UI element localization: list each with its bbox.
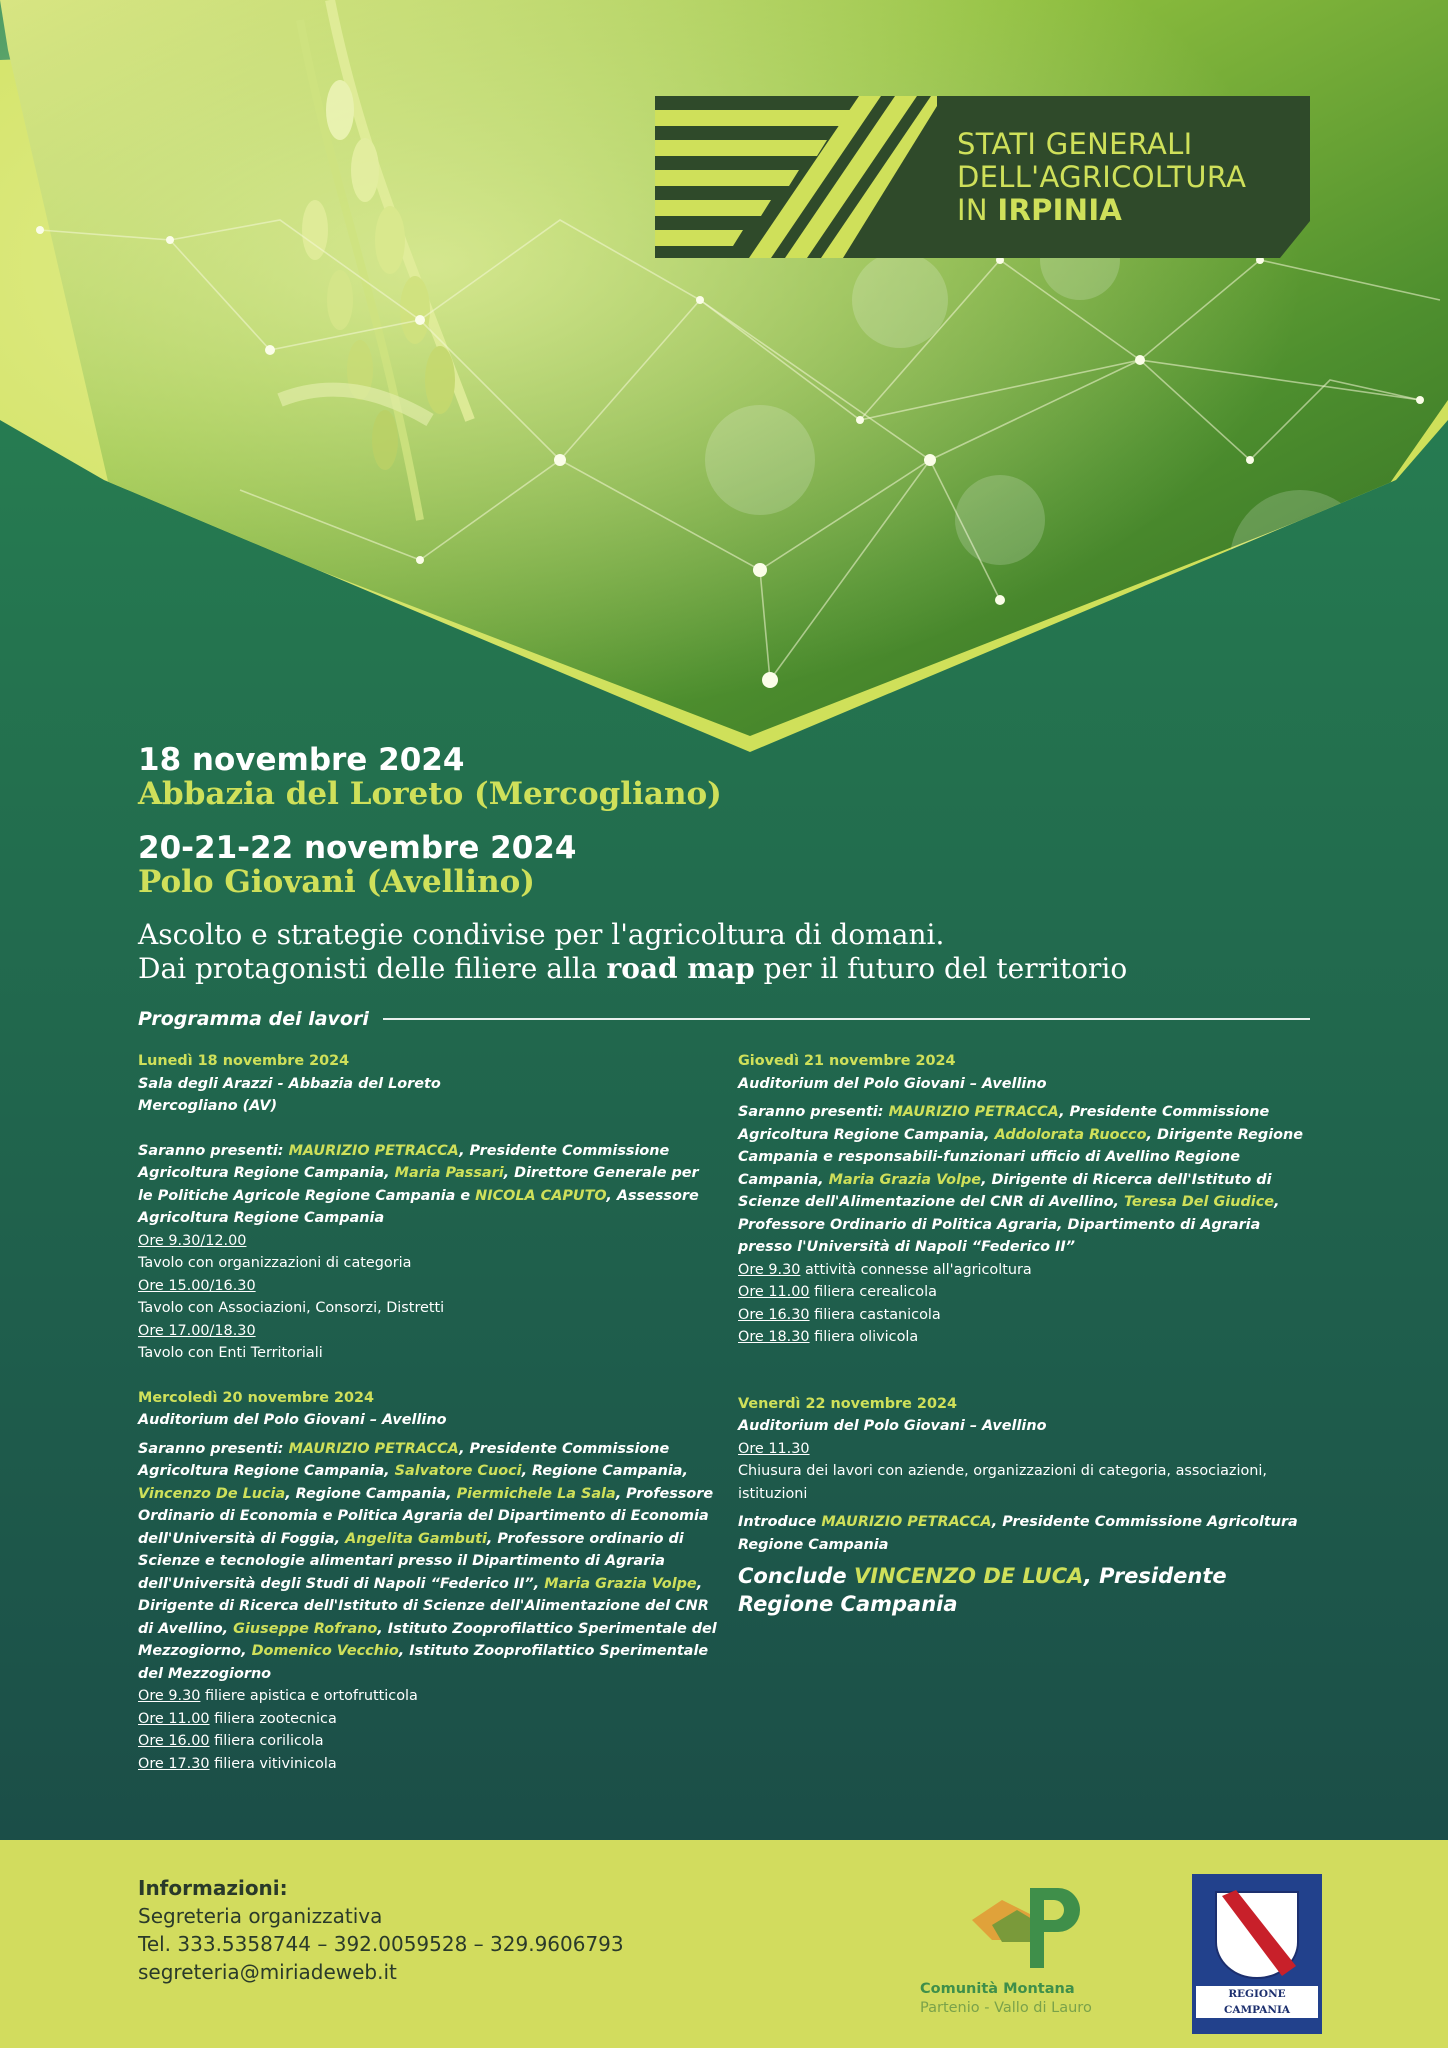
- friday-slot: [738, 1438, 1318, 1461]
- monday-slot-desc: Tavolo con Associazioni, Consorzi, Distretti: [138, 1300, 445, 1316]
- thursday-slot: Ore 16.30 filiera castanicola: [738, 1306, 941, 1323]
- monday-day: Lunedì 18 novembre 2024: [138, 1053, 350, 1069]
- logo-line-1: STATI GENERALI: [957, 127, 1193, 161]
- contact-info: [138, 1874, 624, 1986]
- event-date-1: 18 novembre 2024: [138, 742, 465, 778]
- comunita-montana-logo: [918, 1880, 1138, 2020]
- program-divider: [383, 1018, 1310, 1020]
- logo-title: [957, 128, 1246, 227]
- thursday-slot: Ore 9.30 attività connesse all'agricoltura: [738, 1261, 1032, 1278]
- event-logo: [655, 96, 1310, 258]
- slot-time: Ore 9.30/12.00: [138, 1232, 247, 1249]
- monday-slot-desc: Tavolo con organizzazioni di categoria: [138, 1255, 412, 1271]
- cm-emblem-icon: [972, 1880, 1082, 1975]
- email-link[interactable]: segreteria@miriadeweb.it: [138, 1960, 397, 1984]
- wednesday-slot: Ore 16.00 filiera corilicola: [138, 1733, 324, 1749]
- thursday-day: Giovedì 21 novembre 2024: [738, 1053, 956, 1069]
- regione-label: REGIONE CAMPANIA: [1196, 1986, 1318, 2018]
- monday-slot-desc: Tavolo con Enti Territoriali: [138, 1345, 323, 1361]
- monday-place-city: Mercogliano (AV): [138, 1098, 278, 1114]
- slot-time: Ore 17.30: [138, 1755, 210, 1772]
- tagline-line-2: Dai protagonisti delle filiere alla road map per il futuro del territorio: [138, 952, 1128, 985]
- monday-place: Sala degli Arazzi - Abbazia del Loreto: [138, 1075, 441, 1092]
- regione-campania-logo: [1192, 1874, 1322, 2034]
- slot-time: Ore 15.00/16.30: [138, 1277, 256, 1294]
- program-header: [138, 1008, 1310, 1030]
- tagline-line-1: Ascolto e strategie condivise per l'agricoltura di domani.: [138, 918, 945, 951]
- thursday-slot: Ore 18.30 filiera olivicola: [738, 1329, 919, 1345]
- logo-line-3: IN IRPINIA: [957, 193, 1123, 227]
- monday-participants: Saranno presenti: MAURIZIO PETRACCA, Presidente Commissione Agricoltura Regione Campania, Maria Passari, Direttore Generale per le Politiche Agricole Regione Campania e NICOLA CAPUTO, Assessore Agricoltura Regione Campania: [138, 1142, 699, 1226]
- friday-day: Venerdì 22 novembre 2024: [738, 1395, 957, 1412]
- slot-time: Ore 11.30: [738, 1440, 810, 1457]
- program-column-right: [738, 1050, 1318, 1618]
- slot-time: Ore 16.00: [138, 1733, 210, 1749]
- wednesday-slot: Ore 9.30 filiere apistica e ortofrutticola: [138, 1688, 418, 1704]
- monday-slot: [138, 1320, 718, 1343]
- regione-shield-icon: [1212, 1888, 1302, 1980]
- program-title: Programma dei lavori: [138, 1008, 369, 1030]
- slot-time: Ore 11.00: [138, 1710, 210, 1727]
- thursday-slot: Ore 11.00 filiera cerealicola: [738, 1284, 937, 1300]
- cm-name: Comunità Montana Partenio - Vallo di Lauro: [920, 1981, 1092, 2016]
- wednesday-day: Mercoledì 20 novembre 2024: [138, 1389, 375, 1406]
- slot-time: Ore 9.30: [738, 1261, 801, 1278]
- friday-place: Auditorium del Polo Giovani – Avellino: [738, 1418, 1047, 1434]
- wednesday-participants: Saranno presenti: MAURIZIO PETRACCA, Presidente Commissione Agricoltura Regione Campania, Salvatore Cuoci, Regione Campania, Vincenzo De Lucia, Regione Campania, Piermichele La Sala, Professore Ordinario di Economia e Politica Agraria del Dipartimento di Economia dell'Università di Foggia, Angelita Gambuti, Professore ordinario di Scienze e tecnologie alimentari presso il Dipartimento di Agraria dell'Università degli Studi di Napoli “Federico II”, Maria Grazia Volpe, Dirigente di Ricerca dell'Istituto di Scienze dell'Alimentazione del CNR di Avellino, Giuseppe Rofrano, Istituto Zooprofilattico Sperimentale del Mezzogiorno, Domenico Vecchio, Istituto Zooprofilattico Sperimentale del Mezzogiorno: [138, 1440, 717, 1682]
- footer: [0, 1840, 1448, 2048]
- event-venue-2: Polo Giovani (Avellino): [138, 864, 535, 900]
- wednesday-place: Auditorium del Polo Giovani – Avellino: [138, 1412, 447, 1428]
- friday-introduce: Introduce MAURIZIO PETRACCA, Presidente Commissione Agricoltura Regione Campania: [738, 1514, 1298, 1553]
- slot-time: Ore 9.30: [138, 1688, 201, 1704]
- slot-time: Ore 18.30: [738, 1329, 810, 1345]
- secretariat-label: Segreteria organizzativa: [138, 1904, 383, 1928]
- program-column-left: [138, 1050, 718, 1775]
- slot-time: Ore 11.00: [738, 1284, 810, 1300]
- monday-slot: [138, 1275, 718, 1298]
- slot-time: Ore 16.30: [738, 1306, 810, 1323]
- info-title: Informazioni:: [138, 1876, 288, 1900]
- thursday-participants: Saranno presenti: MAURIZIO PETRACCA, Presidente Commissione Agricoltura Regione Campania, Addolorata Ruocco, Dirigente Regione Campania e responsabili-funzionari ufficio di Avellino Regione Campania, Maria Grazia Volpe, Dirigente di Ricerca dell'Istituto di Scienze dell'Alimentazione del CNR di Avellino, Teresa Del Giudice, Professore Ordinario di Politica Agraria, Dipartimento di Agraria presso l'Università di Napoli “Federico II”: [738, 1104, 1304, 1255]
- monday-slot: [138, 1230, 718, 1253]
- logo-line-2: DELL'AGRICOLTURA: [957, 160, 1247, 194]
- event-date-2: 20-21-22 novembre 2024: [138, 830, 577, 866]
- event-venue-1: Abbazia del Loreto (Mercogliano): [138, 776, 722, 812]
- friday-slot-desc: Chiusura dei lavori con aziende, organizzazioni di categoria, associazioni, istituzioni: [738, 1463, 1267, 1502]
- wednesday-slot: Ore 11.00 filiera zootecnica: [138, 1710, 337, 1727]
- wednesday-slot: Ore 17.30 filiera vitivinicola: [138, 1755, 337, 1772]
- friday-conclude: Conclude VINCENZO DE LUCA, Presidente Regione Campania: [738, 1564, 1227, 1616]
- slot-time: Ore 17.00/18.30: [138, 1322, 256, 1339]
- tagline: [138, 918, 1127, 986]
- phone-numbers[interactable]: Tel. 333.5358744 – 392.0059528 – 329.9606793: [138, 1932, 624, 1956]
- thursday-place: Auditorium del Polo Giovani – Avellino: [738, 1075, 1047, 1092]
